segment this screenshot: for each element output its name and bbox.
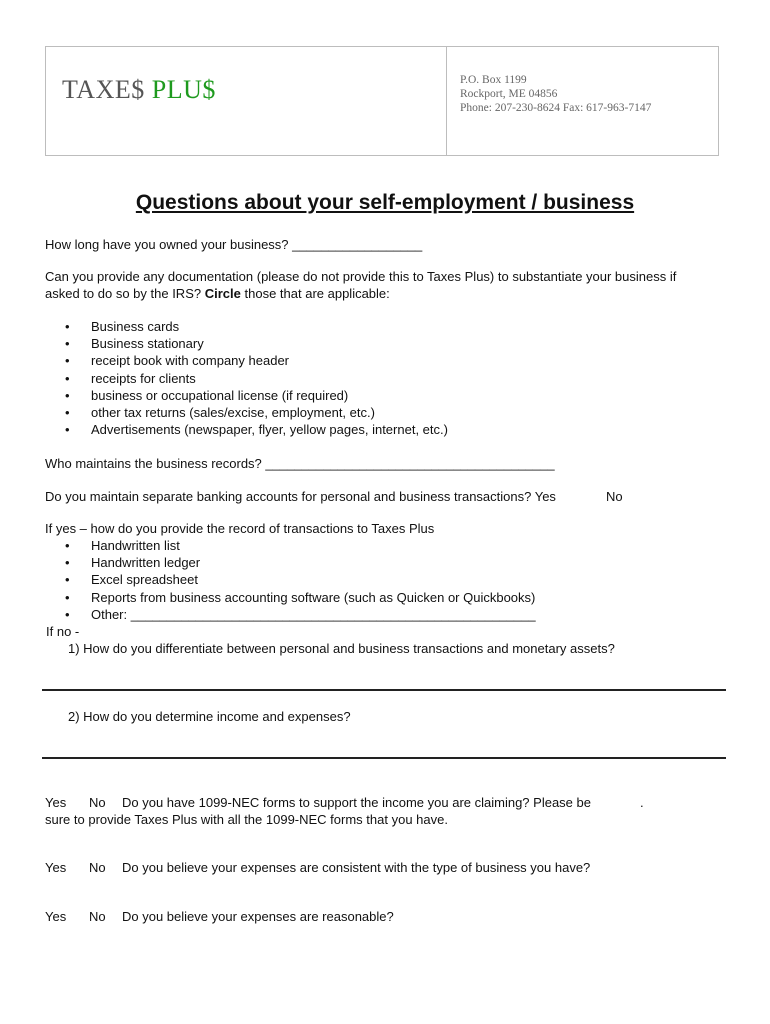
letterhead [45, 46, 719, 156]
question-1099-period: . [640, 795, 644, 810]
if-yes-heading: If yes – how do you provide the record of transactions to Taxes Plus [45, 521, 435, 536]
list-item: • Business stationary [65, 335, 448, 352]
question-1099-line1: Do you have 1099-NEC forms to support the income you are claiming? Please be [122, 795, 591, 810]
list-item: • Business cards [65, 318, 448, 335]
list-item: • other tax returns (sales/excise, employment, etc.) [65, 404, 448, 421]
question-documentation-line1: Can you provide any documentation (please do not provide this to Taxes Plus) to substantiate your business if [45, 269, 677, 284]
documentation-text-post: those that are applicable: [244, 286, 390, 301]
no-option-1099: No [89, 795, 106, 810]
list-item: • Other: ________________________________________________________ [65, 606, 536, 623]
list-item: • Handwritten ledger [65, 554, 536, 571]
yes-option-1099: Yes [45, 795, 67, 810]
list-item: • receipts for clients [65, 370, 448, 387]
no-option-consistent: No [89, 860, 106, 875]
documentation-circle-emphasis: Circle [204, 286, 241, 301]
question-income-expenses: 2) How do you determine income and expenses? [68, 709, 351, 724]
address-phone-fax: Phone: 207-230-8624 Fax: 617-963-7147 [460, 102, 652, 114]
page-title: Questions about your self-employment / business [135, 191, 635, 214]
address-po-box: P.O. Box 1199 [460, 74, 527, 86]
answer-line-2 [42, 757, 726, 759]
question-differentiate: 1) How do you differentiate between personal and business transactions and monetary assets? [68, 641, 615, 656]
list-item: • Advertisements (newspaper, flyer, yellow pages, internet, etc.) [65, 421, 448, 438]
address-city: Rockport, ME 04856 [460, 88, 558, 100]
logo-plus: PLU$ [151, 75, 216, 104]
question-documentation-line2 [45, 285, 390, 302]
record-methods-list [65, 537, 536, 623]
list-item: • receipt book with company header [65, 352, 448, 369]
no-option-reasonable: No [89, 909, 106, 924]
question-1099-line2: sure to provide Taxes Plus with all the 1099-NEC forms that you have. [45, 812, 448, 827]
header-divider [446, 47, 447, 155]
list-item: • business or occupational license (if required) [65, 387, 448, 404]
answer-line-1 [42, 689, 726, 691]
banking-no-option: No [606, 489, 623, 504]
question-owned-duration: How long have you owned your business? __________________ [45, 237, 423, 252]
documentation-text-pre: asked to do so by the IRS? [45, 286, 202, 301]
list-item: • Handwritten list [65, 537, 536, 554]
list-item: • Reports from business accounting software (such as Quicken or Quickbooks) [65, 589, 536, 606]
question-expenses-consistent: Do you believe your expenses are consistent with the type of business you have? [122, 860, 591, 875]
yes-option-reasonable: Yes [45, 909, 67, 924]
question-banking: Do you maintain separate banking accounts for personal and business transactions? Yes [45, 489, 556, 504]
documentation-list [65, 318, 448, 438]
address-block [460, 73, 651, 115]
question-records-keeper: Who maintains the business records? ________________________________________ [45, 456, 555, 471]
list-item: • Excel spreadsheet [65, 571, 536, 588]
taxes-plus-logo [62, 75, 216, 105]
logo-taxes: TAXE$ [62, 75, 145, 104]
if-no-heading: If no - [46, 624, 80, 639]
question-expenses-reasonable: Do you believe your expenses are reasonable? [122, 909, 394, 924]
yes-option-consistent: Yes [45, 860, 67, 875]
